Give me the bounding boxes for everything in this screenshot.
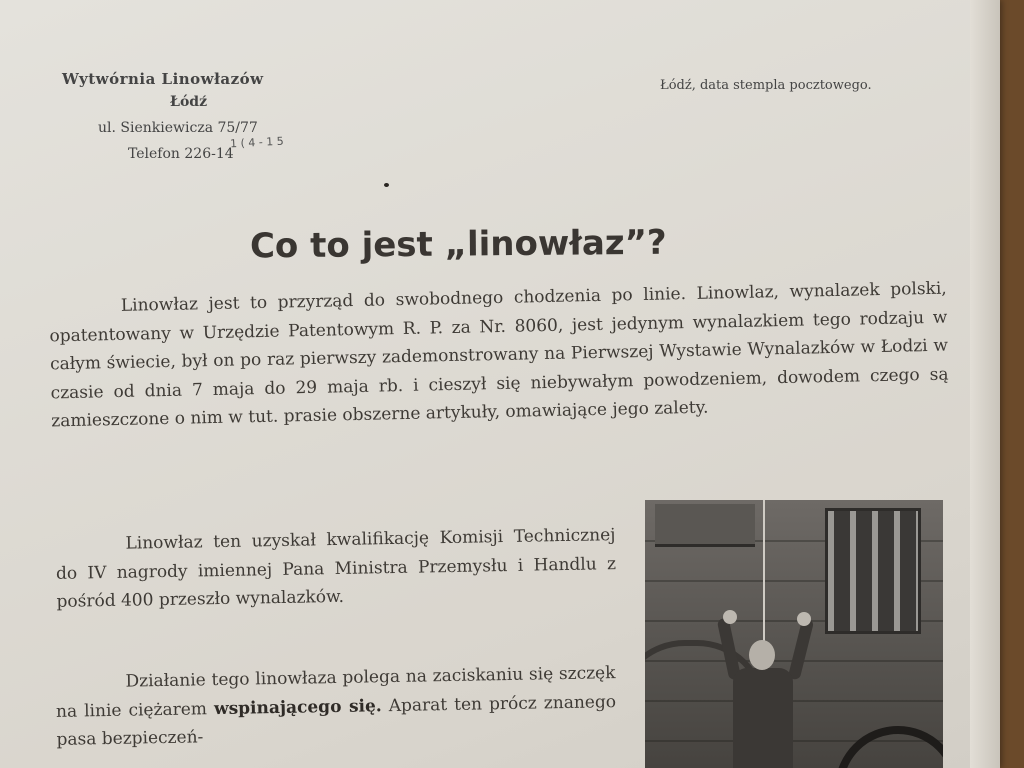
photo-man-body [733, 668, 793, 768]
page-title: Co to jest „linowłaz”? [249, 222, 667, 267]
demonstration-photo [645, 500, 943, 768]
ink-speck [384, 183, 389, 187]
dateline: Łódź, data stempla pocztowego. [660, 78, 872, 93]
paper-edge [970, 0, 1000, 768]
company-city: Łódź [170, 94, 208, 110]
paragraph-mechanism [55, 659, 616, 754]
address-correction: 1 ( 4 - 1 5 [229, 134, 285, 151]
company-name: Wytwórnia Linowłazów [62, 70, 264, 88]
photo-window-upper [655, 504, 755, 547]
photo-man-hand-left [723, 610, 737, 624]
paragraph-award: Linowłaz ten uzyskał kwalifikację Komisji Technicznej do IV nagrody imiennej Pana Ministra Przemysłu i Handlu z pośród 400 przeszło wynalazków. [55, 525, 617, 612]
photo-man-arm-right [788, 617, 815, 680]
company-phone: Telefon 226-14 [128, 146, 234, 162]
paragraph-intro: Linowłaz jest to przyrząd do swobodnego chodzenia po linie. Linowlaz, wynalazek polski, opatentowany w Urzędzie Patentowym R. P. za Nr. 8060, jest jedynym wynalazkiem tego rodzaju w całym świecie, był on po raz pierwszy zademonstrowany na Pierwszej Wystawie Wynalazków w Łodzi w czasie od dnia 7 maja do 29 maja rb. i cieszył się niebywałym powodzeniem, dowodem czego są zamieszczone o nim w tut. prasie obszerne artykuły, omawiające jego zalety. [49, 278, 949, 432]
mechanism-text-end: Aparat ten prócz znanego pasa bezpieczeń- [56, 691, 617, 750]
photo-man-hand-right [797, 612, 811, 626]
photo-man-head [749, 640, 775, 670]
photo-wheel [835, 726, 943, 768]
company-address: ul. Sienkiewicza 75/77 [98, 120, 258, 136]
mechanism-text-start: Działanie tego linowłaza polega na zaciskaniu się szczęk na linie ciężarem [55, 663, 616, 722]
photo-window [825, 508, 921, 634]
mechanism-text-bold: wspinającego się. [213, 695, 382, 719]
